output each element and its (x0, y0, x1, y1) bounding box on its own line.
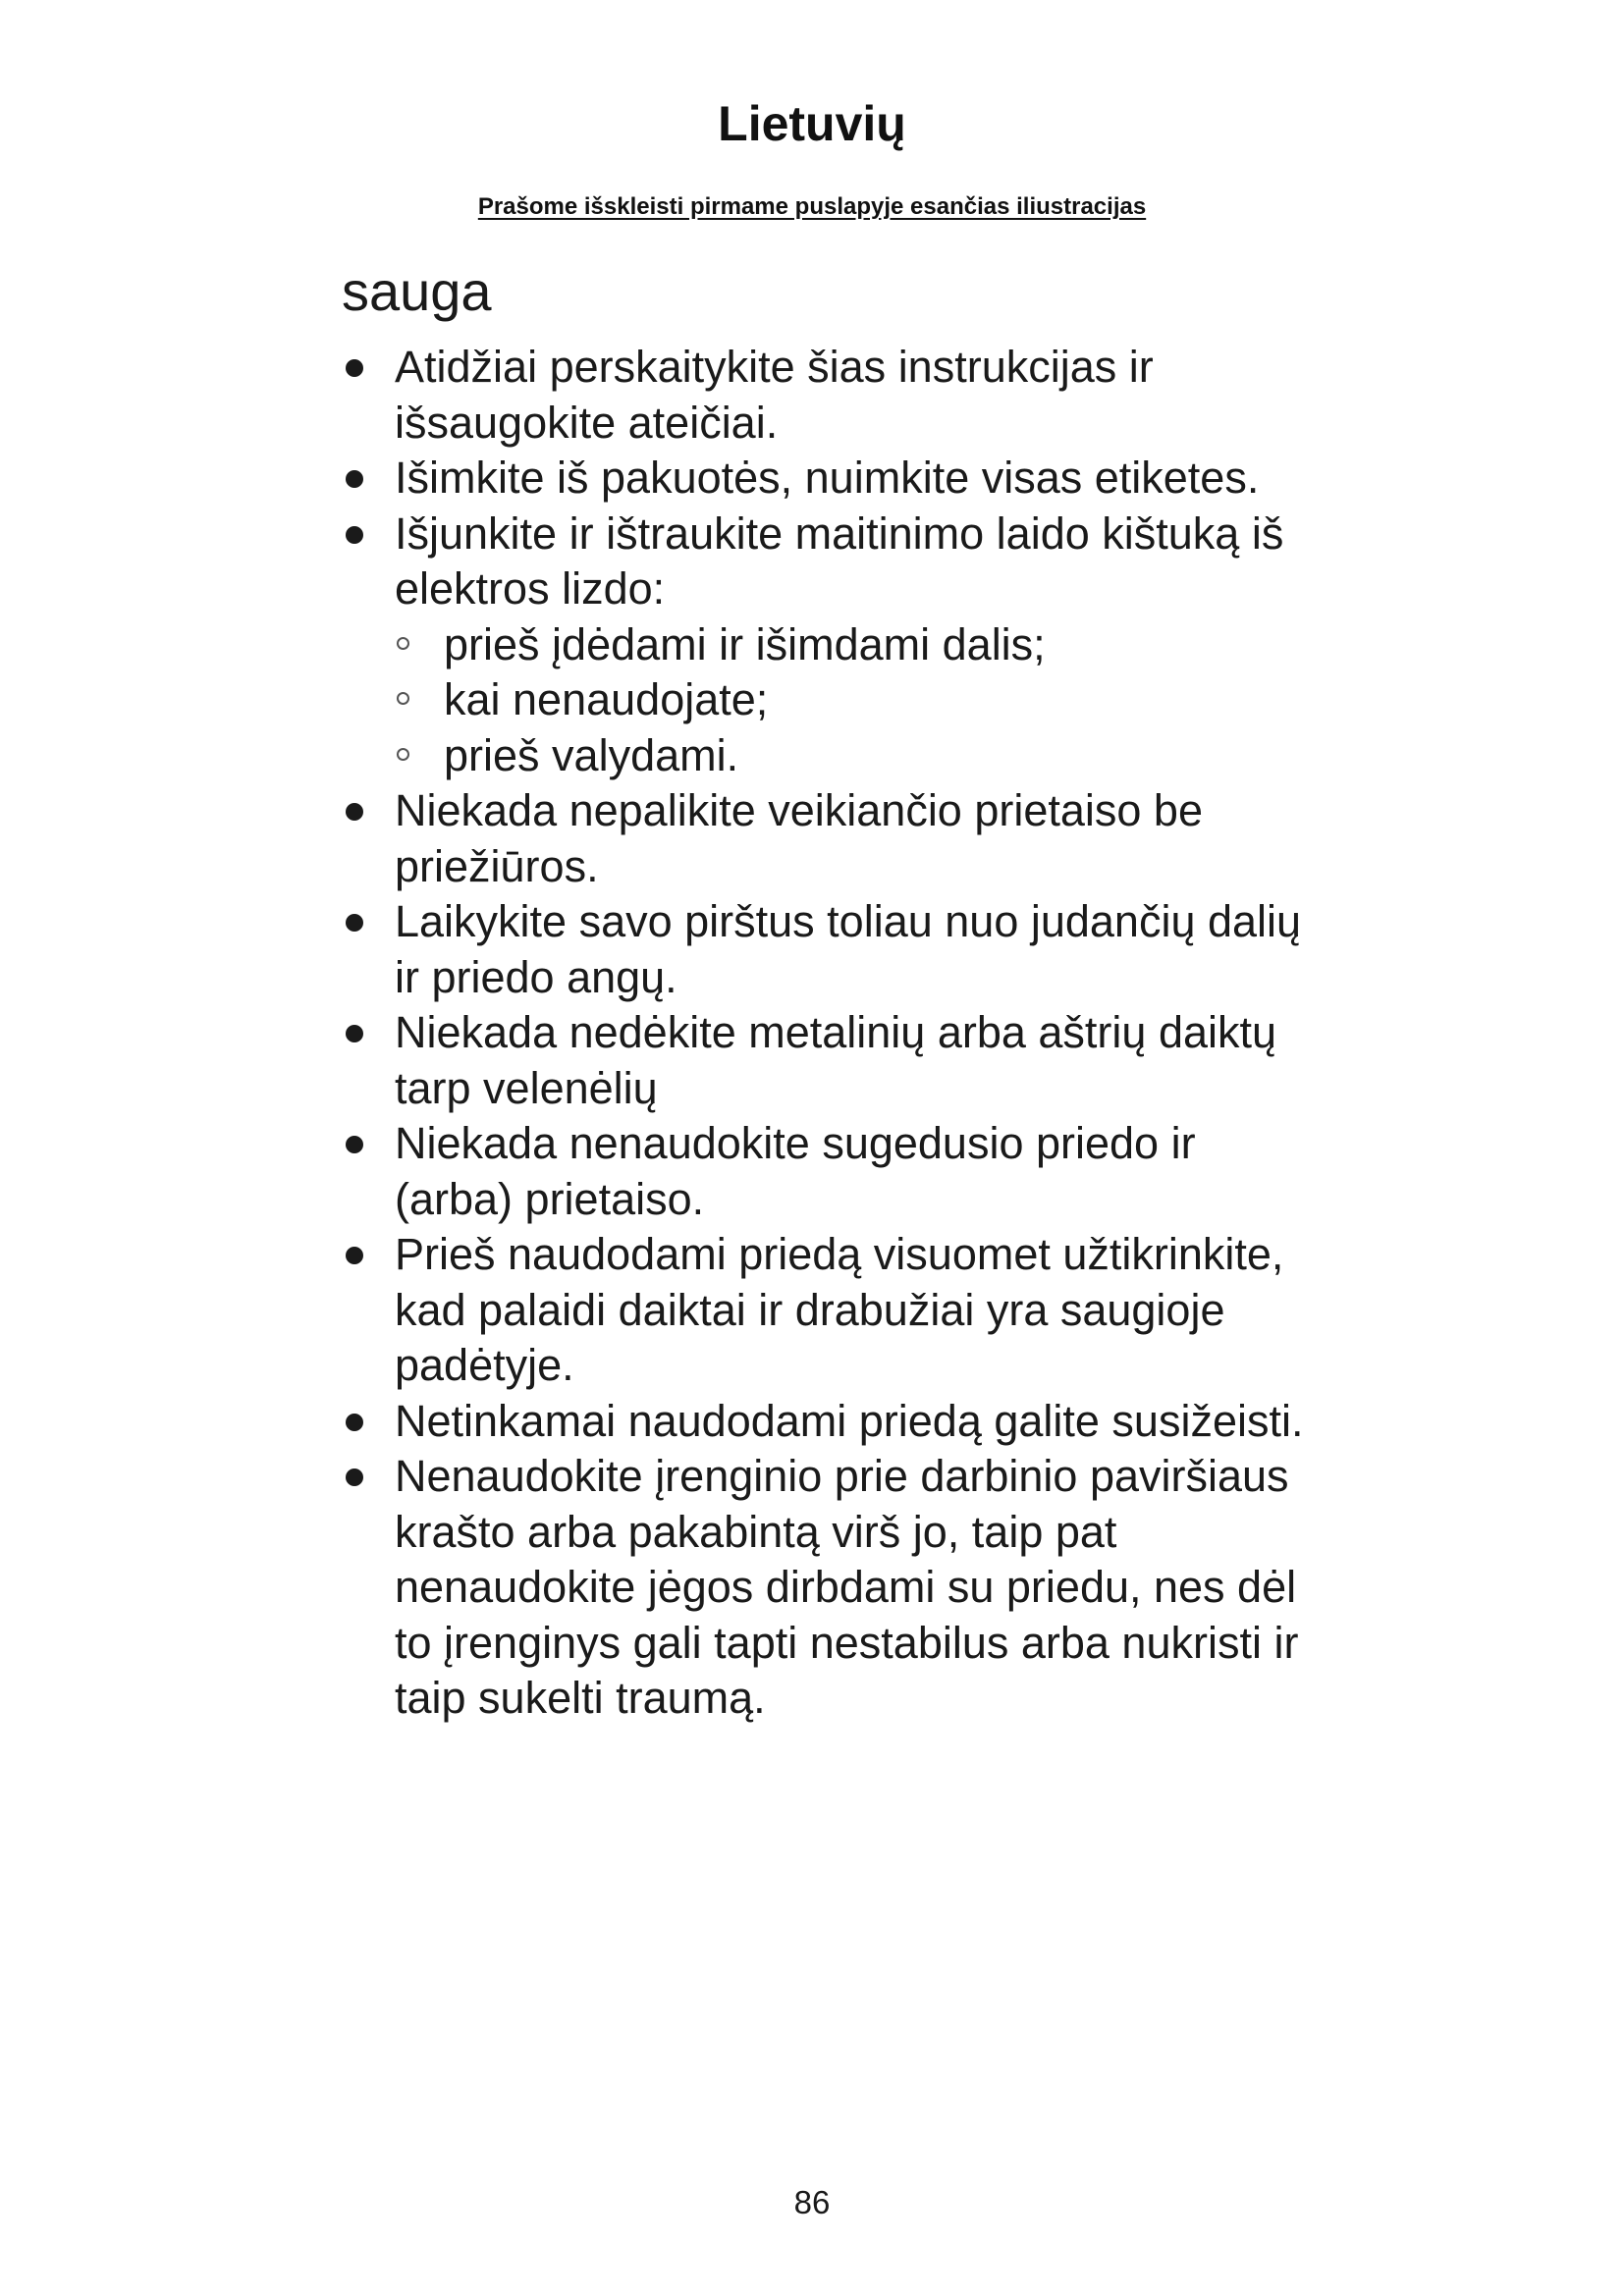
list-item (334, 894, 1316, 1005)
bullet-icon (346, 803, 363, 821)
page-number: 86 (793, 2184, 831, 2220)
list-item (334, 1005, 1316, 1116)
sub-list-item (395, 672, 1316, 728)
sub-list (395, 617, 1316, 784)
section-title: sauga (342, 260, 492, 322)
list-item (334, 1394, 1316, 1450)
list-item-text: Niekada nepalikite veikiančio prietaiso be priežiūros. (395, 785, 1203, 891)
language-title: Lietuvių (718, 96, 906, 151)
bullet-icon (346, 359, 363, 377)
bullet-icon (346, 1414, 363, 1431)
list-item-text: Išimkite iš pakuotės, nuimkite visas etiketes. (395, 453, 1260, 503)
sub-list-item-text: prieš valydami. (444, 729, 739, 780)
bullet-icon (346, 1468, 363, 1486)
list-item-text: Prieš naudodami priedą visuomet užtikrinkite, kad palaidi daiktai ir drabužiai yra saugioje padėtyje. (395, 1229, 1284, 1390)
bullet-icon (346, 1136, 363, 1153)
list-item (334, 1116, 1316, 1227)
list-item (334, 451, 1316, 507)
safety-content (334, 340, 1316, 1727)
safety-list (334, 340, 1316, 1727)
list-item-text: Netinkamai naudodami priedą galite susižeisti. (395, 1395, 1304, 1446)
bullet-icon (346, 1247, 363, 1264)
sub-list-item-text: kai nenaudojate; (444, 674, 769, 724)
list-item-text: Nenaudokite įrenginio prie darbinio paviršiaus krašto arba pakabintą virš jo, taip pat nenaudokite jėgos dirbdami su priedu, nes dėl to įrenginys gali tapti nestabilus arba nukristi ir taip sukelti traumą. (395, 1451, 1299, 1723)
list-item-text: Išjunkite ir ištraukite maitinimo laido kištuką iš elektros lizdo: (395, 507, 1284, 614)
list-item-text: Niekada nedėkite metalinių arba aštrių daiktų tarp velenėlių (395, 1007, 1277, 1113)
sub-list-item-text: prieš įdėdami ir išimdami dalis; (444, 618, 1046, 669)
list-item-text: Atidžiai perskaitykite šias instrukcijas ir išsaugokite ateičiai. (395, 342, 1154, 448)
list-item (334, 507, 1316, 784)
list-item (334, 340, 1316, 451)
list-item-text: Niekada nenaudokite sugedusio priedo ir (arba) prietaiso. (395, 1118, 1196, 1224)
circle-bullet-icon (397, 748, 409, 761)
list-item (334, 1227, 1316, 1394)
sub-list-item (395, 617, 1316, 673)
bullet-icon (346, 1025, 363, 1042)
bullet-icon (346, 526, 363, 544)
bullet-icon (346, 914, 363, 932)
circle-bullet-icon (397, 637, 409, 650)
circle-bullet-icon (397, 692, 409, 705)
list-item-text: Laikykite savo pirštus toliau nuo judančių dalių ir priedo angų. (395, 896, 1302, 1002)
list-item (334, 783, 1316, 894)
list-item (334, 1449, 1316, 1727)
bullet-icon (346, 470, 363, 488)
sub-list-item (395, 728, 1316, 784)
illustration-note: Prašome išskleisti pirmame puslapyje esančias iliustracijas (477, 193, 1147, 220)
